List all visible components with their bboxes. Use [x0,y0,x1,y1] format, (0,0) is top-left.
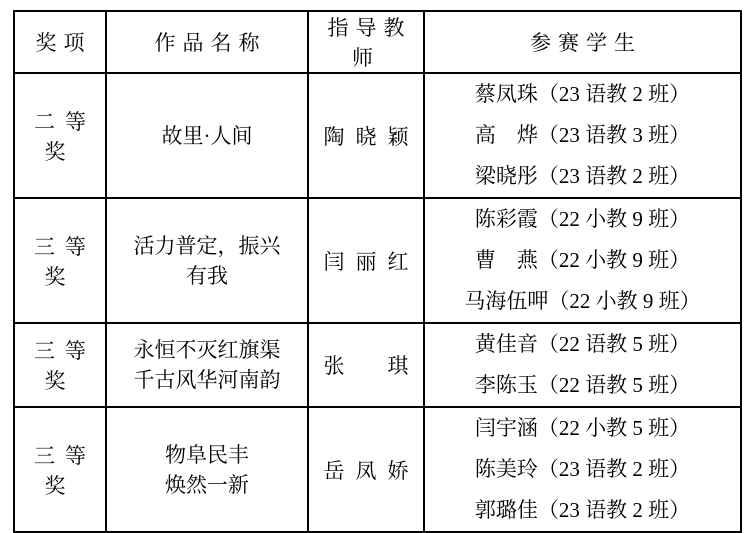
award-cell: 三等奖 [14,198,106,323]
students-cell [424,407,741,532]
award-cell: 二等奖 [14,73,106,198]
award-cell: 三等奖 [14,323,106,407]
work-title-cell [106,198,308,323]
student-line: 陈彩霞（22 小教 9 班） [474,207,691,231]
work-title-line: 故里·人间 [161,123,253,148]
table-header-row [14,11,741,73]
work-title-line: 有我 [186,263,228,288]
student-line: 梁晓彤（23 语教 2 班） [474,164,691,188]
student-line: 高 烨（23 语教 3 班） [474,123,691,147]
work-title-cell [106,73,308,198]
table-row [14,73,741,198]
teacher-cell: 陶晓颖 [308,73,424,198]
table-row [14,323,741,407]
students-cell [424,323,741,407]
student-line: 马海伍呷（22 小教 9 班） [464,289,701,313]
student-line: 蔡凤珠（23 语教 2 班） [474,82,691,106]
student-line: 李陈玉（22 语教 5 班） [474,373,691,397]
header-cell-teacher: 指导教师 [308,11,424,73]
work-title-cell [106,407,308,532]
work-title-line: 焕然一新 [165,472,249,497]
work-title-line: 活力普定，振兴 [133,233,281,258]
header-cell-award: 奖项 [14,11,106,73]
student-line: 黄佳音（22 语教 5 班） [474,332,691,356]
award-results-table [13,10,742,533]
work-title-line: 千古风华河南韵 [133,368,281,392]
work-title-line: 永恒不灭红旗渠 [133,338,281,362]
student-line: 陈美玲（23 语教 2 班） [474,457,691,481]
teacher-cell: 闫丽红 [308,198,424,323]
student-line: 曹 燕（22 小教 9 班） [474,248,691,272]
table-row [14,407,741,532]
work-title-cell [106,323,308,407]
students-cell [424,198,741,323]
student-line: 郭璐佳（23 语教 2 班） [474,498,691,522]
table-row [14,198,741,323]
students-cell [424,73,741,198]
work-title-line: 物阜民丰 [165,442,249,467]
header-cell-students: 参赛学生 [424,11,741,73]
student-line: 闫宇涵（22 小教 5 班） [474,416,691,440]
award-cell: 三等奖 [14,407,106,532]
teacher-cell: 岳凤娇 [308,407,424,532]
header-cell-work-title: 作品名称 [106,11,308,73]
teacher-cell: 张 琪 [308,323,424,407]
